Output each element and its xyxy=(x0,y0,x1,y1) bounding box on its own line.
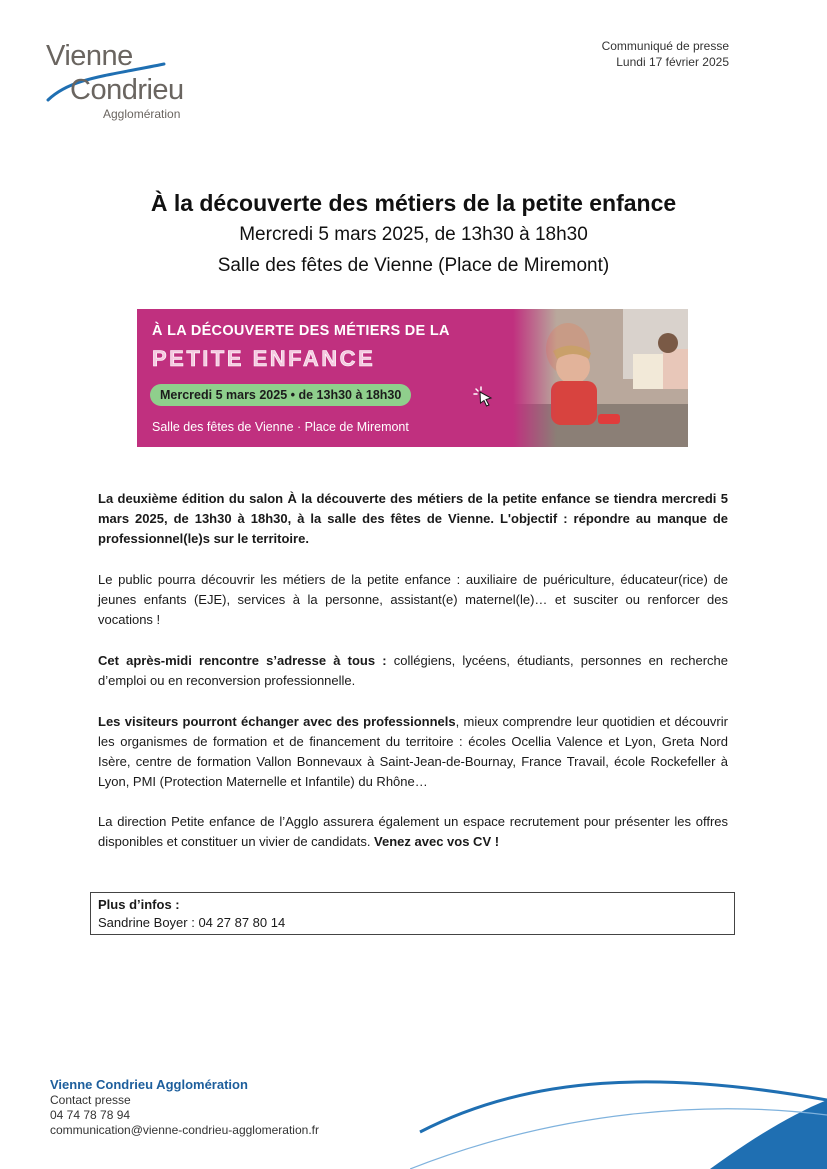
event-banner xyxy=(137,309,688,447)
paragraph-recruitment xyxy=(98,812,728,852)
press-date: Lundi 17 février 2025 xyxy=(616,55,729,69)
info-box xyxy=(90,892,735,935)
title-block xyxy=(0,188,827,280)
footer-phone: 04 74 78 78 94 xyxy=(50,1108,131,1122)
banner-heading: À LA DÉCOUVERTE DES MÉTIERS DE LA xyxy=(152,323,450,339)
logo-text-agglomeration: Agglomération xyxy=(103,107,181,121)
paragraph-metiers: Le public pourra découvrir les métiers de la petite enfance : auxiliaire de puériculture, éducateur(rice) de jeunes enfants (EJE), services à la personne, assistant(e) maternel(le)… et susciter ou renforcer des vocations ! xyxy=(98,572,728,627)
footer-wave-decoration xyxy=(410,1070,827,1169)
footer-org: Vienne Condrieu Agglomération xyxy=(50,1077,248,1092)
recruitment-cta: Venez avec vos CV ! xyxy=(374,834,500,849)
info-contact: Sandrine Boyer : 04 27 87 80 14 xyxy=(98,915,286,930)
press-meta xyxy=(602,38,729,70)
press-type: Communiqué de presse xyxy=(601,39,729,53)
logo-text-vienne: Vienne xyxy=(46,40,133,72)
event-date: Mercredi 5 mars 2025, de 13h30 à 18h30 xyxy=(239,224,588,245)
event-location: Salle des fêtes de Vienne (Place de Miremont) xyxy=(217,255,610,276)
page-title: À la découverte des métiers de la petite enfance xyxy=(150,190,677,216)
footer-email[interactable]: communication@vienne-condrieu-agglomeration.fr xyxy=(50,1123,319,1137)
paragraph-visitors xyxy=(98,712,728,792)
footer-contact-label: Contact presse xyxy=(50,1093,131,1107)
recruitment-text: La direction Petite enfance de l’Agglo assurera également un espace recrutement pour présenter les offres disponibles et constituer un vivier de candidats. xyxy=(98,814,728,849)
paragraph-audience xyxy=(98,651,728,691)
paragraph-intro: La deuxième édition du salon À la découverte des métiers de la petite enfance se tiendra mercredi 5 mars 2025, de 13h30 à 18h30, à la salle des fêtes de Vienne. L'objectif : répondre au manque de professionnel(le)s sur le territoire. xyxy=(98,491,728,546)
banner-location: Salle des fêtes de Vienne · Place de Miremont xyxy=(152,420,409,434)
audience-text: collégiens, lycéens, étudiants, personnes en recherche d’emploi ou en reconversion professionnelle. xyxy=(98,653,729,688)
audience-lead: Cet après-midi rencontre s’adresse à tous : xyxy=(98,653,387,668)
banner-date-pill: Mercredi 5 mars 2025 • de 13h30 à 18h30 xyxy=(150,384,411,406)
footer-contact xyxy=(50,1077,319,1138)
visitors-text: , mieux comprendre leur quotidien et découvrir les organismes de formation et de financement du territoire : écoles Ocellia Valence et Lyon, Greta Nord Isère, centre de formation Vallon Bonnevaux à Saint-Jean-de-Bournay, France Travail, école Rockefeller à Lyon, PMI (Protection Maternelle et Infantile) du Rhône… xyxy=(98,714,728,789)
visitors-lead: Les visiteurs pourront échanger avec des professionnels xyxy=(98,714,456,729)
click-cursor-icon xyxy=(473,386,495,408)
logo-text-condrieu: Condrieu xyxy=(70,74,184,106)
banner-photo-children xyxy=(513,309,688,447)
banner-subheading: PETITE ENFANCE xyxy=(152,346,376,371)
agglo-logo xyxy=(46,40,216,124)
info-label: Plus d’infos : xyxy=(98,897,180,912)
